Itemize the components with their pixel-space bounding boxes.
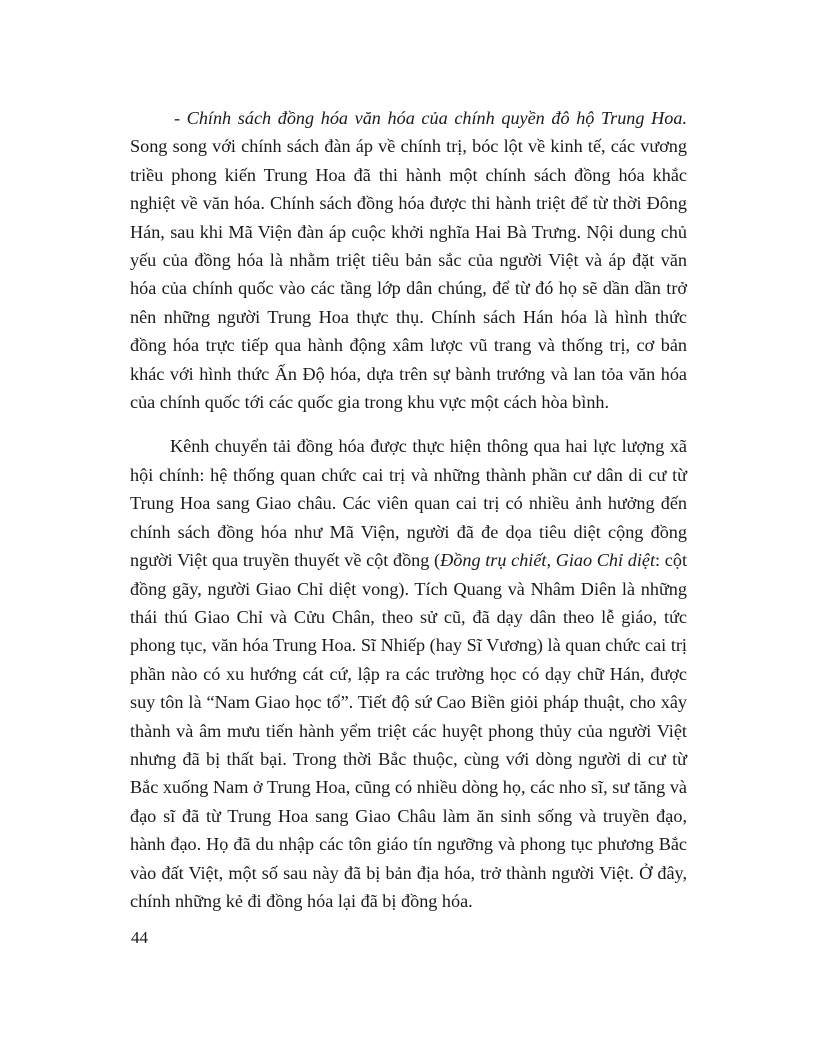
paragraph-1 <box>130 104 687 416</box>
paragraph-2-italic-quote: Đồng trụ chiết, Giao Chỉ diệt <box>440 550 656 571</box>
page-number: 44 <box>131 928 148 947</box>
section-heading: - Chính sách đồng hóa văn hóa của chính quyền đô hộ Trung Hoa. <box>174 108 687 128</box>
paragraph-1-text: Song song với chính sách đàn áp về chính trị, bóc lột về kinh tế, các vương triều phong kiến Trung Hoa đã thi hành một chính sách đồng hóa khắc nghiệt về văn hóa. Chính sách đồng hóa được thi hành triệt để từ thời Đông Hán, sau khi Mã Viện đàn áp cuộc khởi nghĩa Hai Bà Trưng. Nội dung chủ yếu của đồng hóa là nhằm triệt tiêu bản sắc của người Việt và áp đặt văn hóa của chính quốc vào các tầng lớp dân chúng, để từ đó họ sẽ dần dần trở nên những người Trung Hoa thực thụ. Chính sách Hán hóa là hình thức đồng hóa trực tiếp qua hành động xâm lược vũ trang và thống trị, cơ bản khác với hình thức Ấn Độ hóa, dựa trên sự bành trướng và lan tỏa văn hóa của chính quốc tới các quốc gia trong khu vực một cách hòa bình. <box>130 136 687 413</box>
body-text <box>130 104 687 915</box>
paragraph-2-text-start: Kênh chuyển tải đồng hóa được thực hiện thông qua hai lực lượng xã hội chính: hệ thống quan chức cai trị và những thành phần cư dân di cư từ Trung Hoa sang Giao châu. Các viên quan cai trị có nhiều ảnh hưởng đến chính sách đồng hóa như Mã Viện, người đã đe dọa tiêu diệt cộng đồng người Việt qua truyền thuyết về cột đồng ( <box>130 436 687 571</box>
paragraph-2 <box>130 432 687 915</box>
paragraph-2-text-end: : cột đồng gãy, người Giao Chỉ diệt vong). Tích Quang và Nhâm Diên là những thái thú Giao Chỉ và Cửu Chân, theo sử cũ, đã dạy dân theo lễ giáo, tức phong tục, văn hóa Trung Hoa. Sĩ Nhiếp (hay Sĩ Vương) là quan chức cai trị phần nào có xu hướng cát cứ, lập ra các trường học có dạy chữ Hán, được suy tôn là “Nam Giao học tổ”. Tiết độ sứ Cao Biền giỏi pháp thuật, cho xây thành và âm mưu tiến hành yểm triệt các huyệt phong thủy của người Việt nhưng đã bị thất bại. Trong thời Bắc thuộc, cùng với dòng người di cư từ Bắc xuống Nam ở Trung Hoa, cũng có nhiều dòng họ, các nho sĩ, sư tăng và đạo sĩ đã từ Trung Hoa sang Giao Châu làm ăn sinh sống và truyền đạo, hành đạo. Họ đã du nhập các tôn giáo tín ngưỡng và phong tục phương Bắc vào đất Việt, một số sau này đã bị bản địa hóa, trở thành người Việt. Ở đây, chính những kẻ đi đồng hóa lại đã bị đồng hóa. <box>130 550 687 911</box>
